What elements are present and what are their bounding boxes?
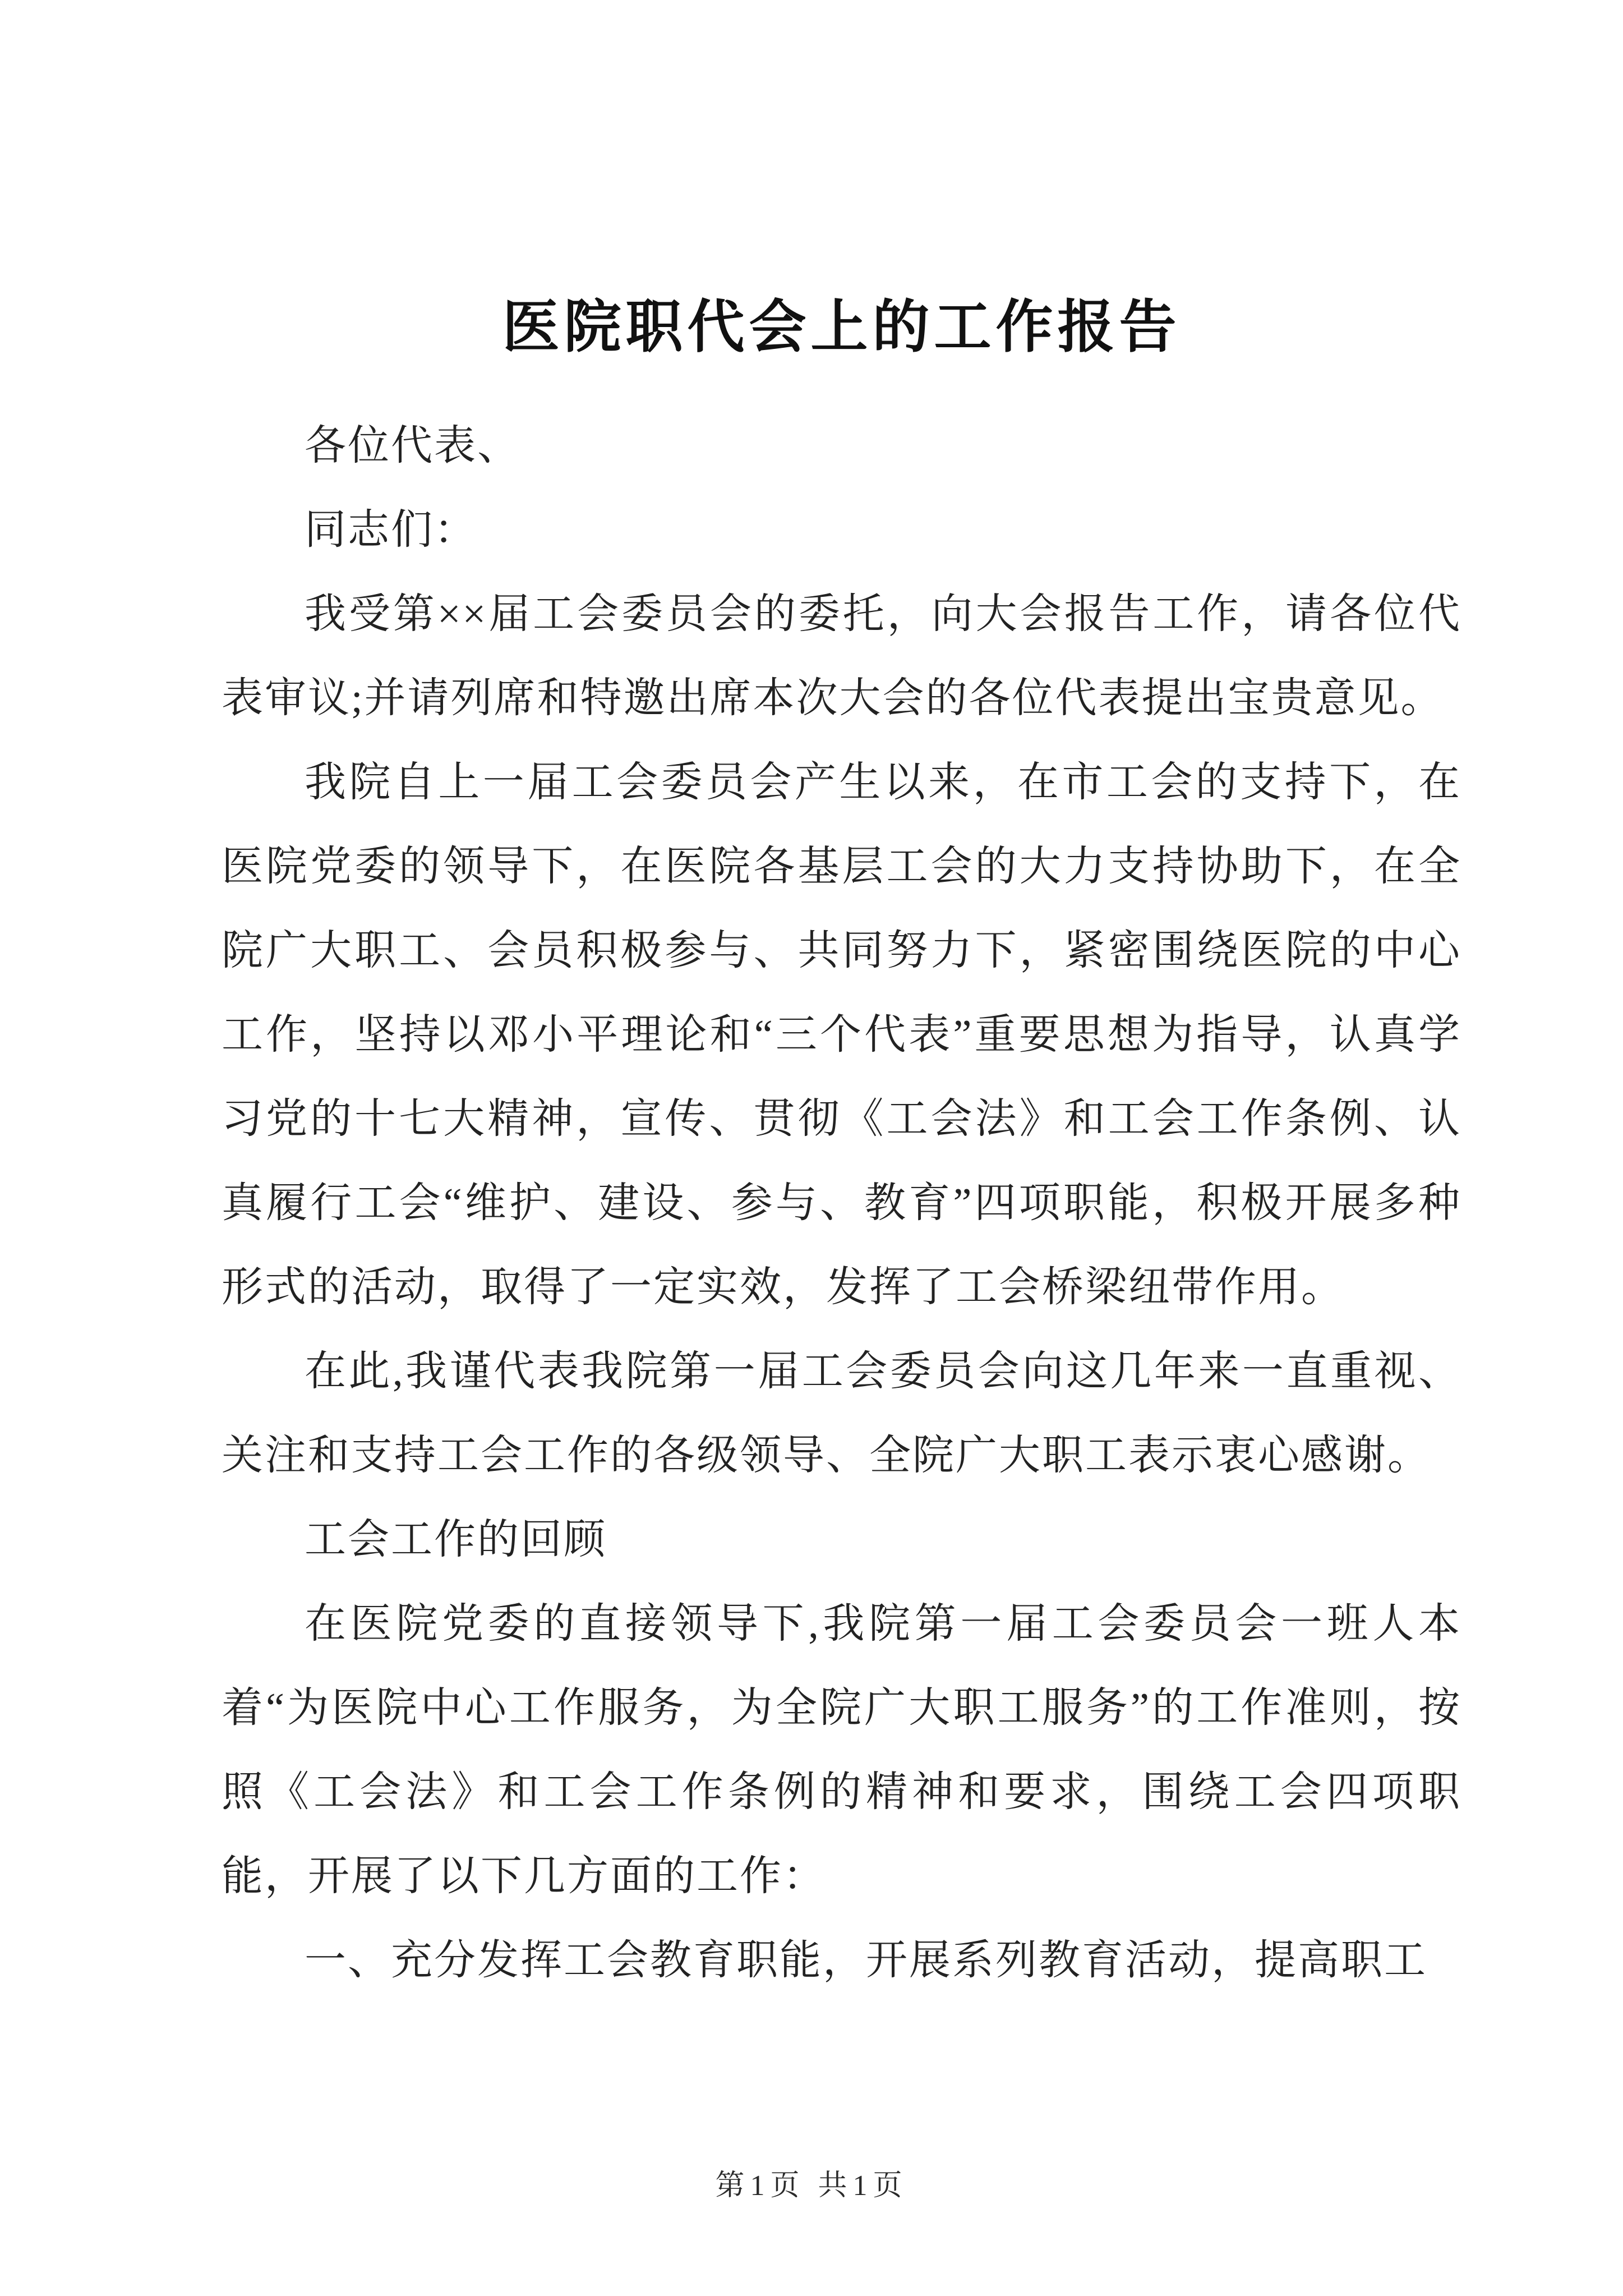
page-footer xyxy=(0,2161,1623,2203)
page-number: 第1页 共1页 xyxy=(715,2170,908,2202)
document-content xyxy=(222,292,1461,2003)
paragraph: 我受第××届工会委员会的委托，向大会报告工作，请各位代表审议;并请列席和特邀出席本次大会的各位代表提出宝贵意见。 xyxy=(222,591,1461,721)
document-title: 医院职代会上的工作报告 xyxy=(502,296,1181,360)
paragraph: 各位代表、 xyxy=(305,423,520,469)
paragraph: 同志们： xyxy=(305,507,477,553)
document-body xyxy=(222,404,1461,2003)
paragraph: 一、充分发挥工会教育职能，开展系列教育活动，提高职工 xyxy=(305,1938,1427,1984)
paragraph: 在此,我谨代表我院第一届工会委员会向这几年来一直重视、关注和支持工会工作的各级领导、全院广大职工表示衷心感谢。 xyxy=(222,1349,1461,1479)
paragraph: 工会工作的回顾 xyxy=(305,1517,607,1563)
paragraph: 在医院党委的直接领导下,我院第一届工会委员会一班人本着“为医院中心工作服务，为全院广大职工服务”的工作准则，按照《工会法》和工会工作条例的精神和要求，围绕工会四项职能，开展了以下几方面的工作： xyxy=(222,1601,1461,1899)
paragraph: 我院自上一届工会委员会产生以来，在市工会的支持下，在医院党委的领导下，在医院各基层工会的大力支持协助下，在全院广大职工、会员积极参与、共同努力下，紧密围绕医院的中心工作，坚持以邓小平理论和“三个代表”重要思想为指导，认真学习党的十七大精神，宣传、贯彻《工会法》和工会工作条例、认真履行工会“维护、建设、参与、教育”四项职能，积极开展多种形式的活动，取得了一定实效，发挥了工会桥梁纽带作用。 xyxy=(222,760,1461,1310)
